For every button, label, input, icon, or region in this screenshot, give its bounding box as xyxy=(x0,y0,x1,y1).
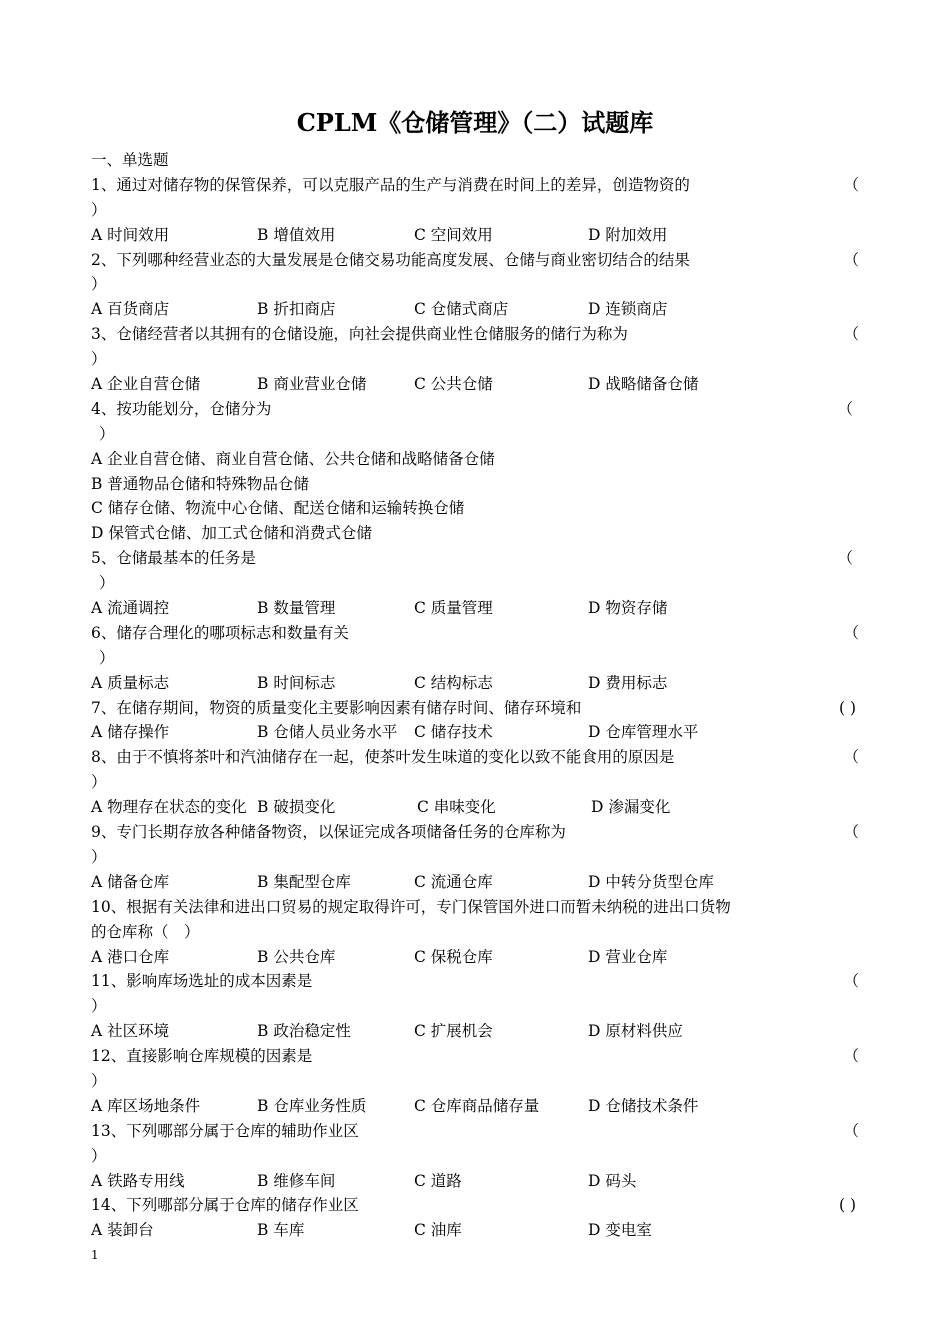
option-b: B 车库 xyxy=(257,1221,305,1240)
option-c: C 仓储式商店 xyxy=(414,300,509,319)
answer-paren-close: ） xyxy=(91,1146,107,1165)
question-text: 12、直接影响仓库规模的因素是 xyxy=(91,1047,313,1066)
options-9 xyxy=(91,870,861,895)
option-c: C 结构标志 xyxy=(414,673,493,692)
option-b: B 普通物品仓储和特殊物品仓储 xyxy=(91,474,309,493)
document-title: CPLM《仓储管理》（二）试题库 xyxy=(296,108,654,137)
option-c: C 公共仓储 xyxy=(414,375,493,394)
option-d-line xyxy=(91,521,861,546)
option-b: B 数量管理 xyxy=(257,599,336,618)
option-a: A 港口仓库 xyxy=(91,947,170,966)
option-d: D 战略储备仓储 xyxy=(588,375,699,394)
answer-paren: （ xyxy=(843,175,859,194)
question-1 xyxy=(91,173,861,198)
option-d: D 费用标志 xyxy=(588,673,668,692)
answer-paren: （ xyxy=(843,623,859,642)
option-d: D 渗漏变化 xyxy=(591,798,671,817)
option-a: A 质量标志 xyxy=(91,673,170,692)
options-1 xyxy=(91,223,861,248)
question-5 xyxy=(91,546,861,571)
question-11 xyxy=(91,969,861,994)
option-b: B 仓库业务性质 xyxy=(257,1096,367,1115)
question-text: 13、下列哪部分属于仓库的辅助作业区 xyxy=(91,1121,359,1140)
option-b: B 维修车间 xyxy=(257,1171,336,1190)
question-text: 1、通过对储存物的保管保养，可以克服产品的生产与消费在时间上的差异，创造物资的 xyxy=(91,175,690,194)
answer-paren: （ xyxy=(843,1047,859,1066)
option-c-line xyxy=(91,496,861,521)
option-c: C 储存仓储、物流中心仓储、配送仓储和运输转换仓储 xyxy=(91,499,465,518)
option-d: D 附加效用 xyxy=(588,225,668,244)
option-d: D 连锁商店 xyxy=(588,300,668,319)
answer-paren: （ xyxy=(843,250,859,269)
answer-paren: （ xyxy=(843,325,859,344)
answer-paren: （ xyxy=(843,748,859,767)
question-text: 8、由于不慎将茶叶和汽油储存在一起，使茶叶发生味道的变化以致不能食用的原因是 xyxy=(91,748,675,767)
answer-paren-close: ） xyxy=(91,1071,107,1090)
options-10 xyxy=(91,945,861,970)
option-a: A 时间效用 xyxy=(91,225,170,244)
question-8 xyxy=(91,745,861,770)
question-text: 的仓库称（ ） xyxy=(91,922,200,941)
option-a: A 装卸台 xyxy=(91,1221,154,1240)
question-10-cont xyxy=(91,920,861,945)
answer-paren: （ xyxy=(843,823,859,842)
option-b: B 公共仓库 xyxy=(257,947,336,966)
option-c: C 储存技术 xyxy=(414,723,493,742)
options-13 xyxy=(91,1169,861,1194)
option-b: B 时间标志 xyxy=(257,673,336,692)
options-2 xyxy=(91,297,861,322)
section-heading: 一、单选题 xyxy=(91,151,169,169)
option-a: A 社区环境 xyxy=(91,1022,170,1041)
answer-paren-close: ） xyxy=(99,424,115,443)
option-b: B 增值效用 xyxy=(257,225,336,244)
option-d: D 仓储技术条件 xyxy=(588,1096,699,1115)
option-d: D 仓库管理水平 xyxy=(588,723,699,742)
option-a: A 流通调控 xyxy=(91,599,170,618)
option-c: C 空间效用 xyxy=(414,225,493,244)
option-d: D 保管式仓储、加工式仓储和消费式仓储 xyxy=(91,524,372,543)
question-10 xyxy=(91,895,861,920)
question-text: 10、根据有关法律和进出口贸易的规定取得许可，专门保管国外进口而暂未纳税的进出口货物 xyxy=(91,897,731,916)
options-11 xyxy=(91,1019,861,1044)
option-a: A 储存操作 xyxy=(91,723,170,742)
answer-paren-close: ） xyxy=(91,997,107,1016)
question-2 xyxy=(91,248,861,273)
answer-paren-close: ） xyxy=(91,773,107,792)
option-b: B 政治稳定性 xyxy=(257,1022,351,1041)
question-12 xyxy=(91,1044,861,1069)
answer-paren-close: ） xyxy=(99,574,115,593)
question-6 xyxy=(91,621,861,646)
options-5 xyxy=(91,596,861,621)
options-3 xyxy=(91,372,861,397)
question-list xyxy=(91,148,861,1243)
question-14 xyxy=(91,1193,861,1218)
answer-paren: （ xyxy=(843,1121,859,1140)
option-c: C 仓库商品储存量 xyxy=(414,1096,540,1115)
question-text: 9、专门长期存放各种储备物资，以保证完成各项储备任务的仓库称为 xyxy=(91,823,566,842)
answer-paren: （ xyxy=(843,972,859,991)
options-12 xyxy=(91,1094,861,1119)
question-3 xyxy=(91,322,861,347)
option-c: C 串味变化 xyxy=(417,798,496,817)
option-c: C 质量管理 xyxy=(414,599,493,618)
option-d: D 原材料供应 xyxy=(588,1022,683,1041)
option-d: D 码头 xyxy=(588,1171,637,1190)
option-b: B 破损变化 xyxy=(257,798,336,817)
question-text: 11、影响库场选址的成本因素是 xyxy=(91,972,313,991)
options-7 xyxy=(91,720,861,745)
question-9 xyxy=(91,820,861,845)
answer-paren-close: ） xyxy=(91,200,107,219)
option-a: A 储备仓库 xyxy=(91,872,170,891)
question-text: 3、仓储经营者以其拥有的仓储设施，向社会提供商业性仓储服务的储行为称为 xyxy=(91,325,628,344)
option-a: A 企业自营仓储 xyxy=(91,375,201,394)
option-c: C 流通仓库 xyxy=(414,872,493,891)
question-text: 7、在储存期间，物资的质量变化主要影响因素有储存时间、储存环境和 xyxy=(91,698,582,717)
option-c: C 道路 xyxy=(414,1171,462,1190)
answer-paren: （ xyxy=(837,399,853,418)
option-c: C 保税仓库 xyxy=(414,947,493,966)
option-b: B 折扣商店 xyxy=(257,300,336,319)
option-a: A 百货商店 xyxy=(91,300,170,319)
question-text: 5、仓储最基本的任务是 xyxy=(91,549,256,568)
option-a: A 企业自营仓储、商业自营仓储、公共仓储和战略储备仓储 xyxy=(91,449,495,468)
option-d: D 变电室 xyxy=(588,1221,652,1240)
options-14 xyxy=(91,1218,861,1243)
option-a: A 铁路专用线 xyxy=(91,1171,185,1190)
answer-paren: ( ) xyxy=(838,698,856,717)
option-a: A 物理存在状态的变化 xyxy=(91,798,247,817)
question-text: 6、储存合理化的哪项标志和数量有关 xyxy=(91,623,349,642)
answer-paren: ( ) xyxy=(838,1196,856,1215)
answer-paren-close: ） xyxy=(91,847,107,866)
answer-paren-close: ） xyxy=(99,648,115,667)
options-6 xyxy=(91,671,861,696)
option-c: C 扩展机会 xyxy=(414,1022,493,1041)
option-d: D 营业仓库 xyxy=(588,947,668,966)
option-c: C 油库 xyxy=(414,1221,462,1240)
option-b: B 仓储人员业务水平 xyxy=(257,723,398,742)
option-b: B 集配型仓库 xyxy=(257,872,351,891)
option-a: A 库区场地条件 xyxy=(91,1096,201,1115)
question-4 xyxy=(91,397,861,422)
option-b-line xyxy=(91,472,861,497)
question-text: 4、按功能划分，仓储分为 xyxy=(91,399,272,418)
question-13 xyxy=(91,1119,861,1144)
options-8 xyxy=(91,795,861,820)
option-a-line xyxy=(91,447,861,472)
question-text: 2、下列哪种经营业态的大量发展是仓储交易功能高度发展、仓储与商业密切结合的结果 xyxy=(91,250,690,269)
page-number: 1 xyxy=(91,1248,99,1262)
option-b: B 商业营业仓储 xyxy=(257,375,367,394)
option-d: D 物资存储 xyxy=(588,599,668,618)
answer-paren: （ xyxy=(837,549,853,568)
answer-paren-close: ） xyxy=(91,275,107,294)
question-text: 14、下列哪部分属于仓库的储存作业区 xyxy=(91,1196,359,1215)
answer-paren-close: ） xyxy=(91,350,107,369)
option-d: D 中转分货型仓库 xyxy=(588,872,714,891)
question-7 xyxy=(91,696,861,721)
